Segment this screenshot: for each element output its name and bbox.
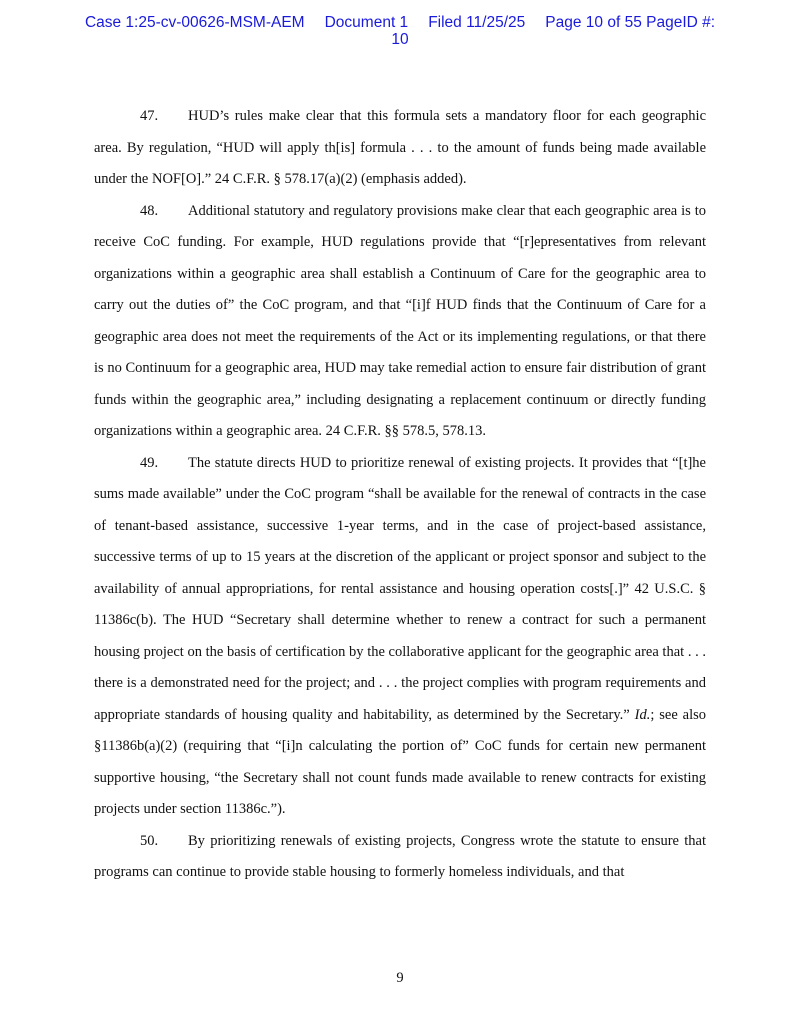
paragraph-text: The statute directs HUD to prioritize renewal of existing projects. It provides that “[t]he sums made available” under the CoC program “shall be available for the renewal of contracts in the case of tenant-based assistance, successive 1-year terms, and in the case of project-based assistance, successive terms of up to 15 years at the discretion of the applicant or project sponsor and subject to the availability of annual appropriations, for rental assistance and housing operation costs[.]” 42 U.S.C. § 11386c(b). The HUD “Secretary shall determine whether to renew a contract for such a permanent housing project on the basis of certification by the collaborative applicant for the geographic area that . . . there is a demonstrated need for the project; and . . . the project complies with program requirements and appropriate standards of housing quality and habitability, as determined by the Secretary.” — [94, 454, 706, 723]
paragraph-49 — [94, 448, 706, 826]
paragraph-text: Additional statutory and regulatory provisions make clear that each geographic area is to receive CoC funding. For example, HUD regulations provide that “[r]epresentatives from relevant organizations within a geographic area shall establish a Continuum of Care for the geographic area to carry out the duties of” the CoC program, and that “[i]f HUD finds that the Continuum of Care for a geographic area does not meet the requirements of the Act or its implementing regulations, or that there is no Continuum for a geographic area, HUD may take remedial action to ensure fair distribution of grant funds within the geographic area,” including designating a replacement continuum or directly funding organizations within a geographic area. 24 C.F.R. §§ 578.5, 578.13. — [94, 202, 706, 439]
paragraph-number: 49. — [140, 454, 159, 471]
paragraph-number: 47. — [140, 108, 159, 124]
filed-date: Filed 11/25/25 — [428, 14, 526, 31]
document-body — [94, 101, 706, 889]
paragraph-number: 48. — [140, 202, 159, 219]
paragraph-text: HUD’s rules make clear that this formula sets a mandatory floor for each geographic area. By regulation, “HUD will apply th[is] formula . . . to the amount of funds being made available under the NOF[O].” 24 C.F.R. § 578.17(a)(2) (emphasis added). — [94, 108, 706, 187]
case-number: Case 1:25-cv-00626-MSM-AEM — [84, 14, 305, 31]
page-info: Page 10 of 55 PageID #: — [545, 14, 716, 31]
page-number: 9 — [396, 970, 404, 986]
paragraph-48 — [94, 196, 706, 448]
ecf-header — [0, 14, 800, 48]
document-number: Document 1 — [324, 14, 409, 31]
paragraph-50 — [94, 826, 706, 889]
paragraph-text: By prioritizing renewals of existing projects, Congress wrote the statute to ensure that programs can continue to provide stable housing to formerly homeless individuals, and that — [94, 832, 706, 880]
paragraph-number: 50. — [140, 832, 159, 849]
paragraph-text-continued: ; see also §11386b(a)(2) (requiring that “[i]n calculating the portion of” CoC funds for certain new permanent supportive housing, “the Secretary shall not count funds made available to renew contracts for existing projects under section 11386c.”). — [94, 706, 706, 817]
id-citation: Id. — [634, 706, 651, 723]
page-id: 10 — [391, 31, 409, 48]
paragraph-47 — [94, 101, 706, 196]
